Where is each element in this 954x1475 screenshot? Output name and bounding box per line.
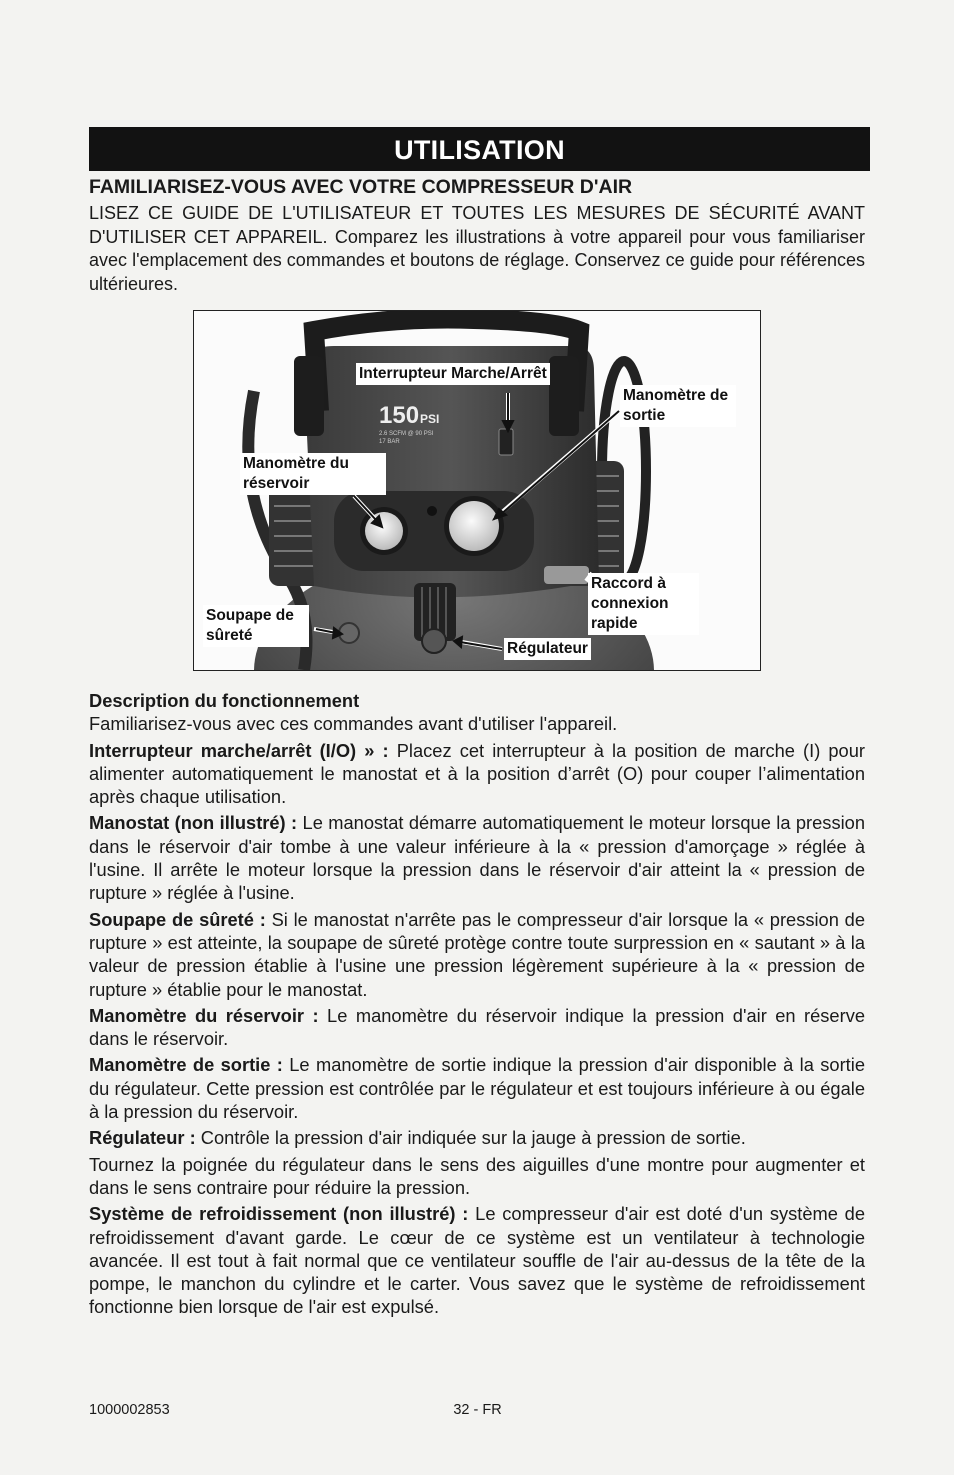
description-term: Soupape de sûreté : [89, 908, 266, 930]
description-text: Le manomètre de sortie indique la pression d'air disponible à la sortie du régulateur. Cette pression est contrôlée par le régulateur et est toujours inférieure à ou égale à la pression du réservoir. [89, 1054, 865, 1123]
section-title-banner: UTILISATION [89, 127, 870, 171]
description-item [89, 1004, 865, 1051]
callout-outlet-gauge [620, 385, 736, 427]
power-switch [499, 429, 513, 455]
description-term: Régulateur : [89, 1127, 196, 1149]
svg-text:2.6 SCFM @ 90 PSI: 2.6 SCFM @ 90 PSI [379, 431, 434, 437]
description-item [89, 1202, 865, 1318]
callout-tank-gauge [240, 453, 386, 495]
description-item [89, 739, 865, 809]
callout-outlet-gauge-text: Manomètre de sortie [623, 387, 729, 424]
outlet-gauge [449, 501, 499, 551]
callout-switch: Interrupteur Marche/Arrêt [356, 363, 550, 385]
callout-regulator: Régulateur [504, 638, 591, 660]
intro-paragraph: LISEZ CE GUIDE DE L'UTILISATEUR ET TOUTES LES MESURES DE SÉCURITÉ AVANT D'UTILISER CET APPAREIL. Comparez les illustrations à votre appareil pour vous familiariser avec l'emplacement des commandes et boutons de réglage. Conservez ce guide pour références ultérieures. [89, 203, 865, 294]
description-item [89, 908, 865, 1001]
description-text: Le manomètre du réservoir indique la pression d'air en réserve dans le réservoir. [89, 1004, 865, 1050]
callout-coupler [588, 573, 699, 635]
description-term: Manomètre du réservoir : [89, 1004, 319, 1026]
callout-tank-gauge-text: Manomètre du réservoir [243, 455, 349, 492]
callout-safety-valve-text: Soupape de sûreté [206, 607, 294, 644]
description-item [89, 811, 865, 904]
footer-page-number: 32 - FR [453, 1402, 502, 1418]
description-heading: Description du fonctionnement [89, 690, 360, 711]
description-text: Contrôle la pression d'air indiquée sur la jauge à pression de sortie. [195, 1127, 746, 1149]
description-term: Système de refroidissement (non illustré) : [89, 1203, 469, 1225]
description-intro: Familiarisez-vous avec ces commandes avant d'utiliser l'appareil. [89, 713, 618, 735]
svg-text:150: 150 [379, 402, 420, 429]
svg-text:17 BAR: 17 BAR [379, 439, 400, 445]
description-item [89, 1126, 865, 1149]
compressor-illustration [193, 310, 761, 671]
description-text: Le manostat démarre automatiquement le moteur lorsque la pression dans le réservoir d'air tombe à une valeur inférieure à la « pression d'amorçage » réglée à l'usine. Il arrête le moteur lorsque la pression dans le réservoir d'air atteint la « pression de rupture » réglée à l'usine. [89, 812, 865, 904]
callout-coupler-text: Raccord à connexion rapide [591, 575, 669, 632]
description-term: Interrupteur marche/arrêt (I/O) » : [89, 739, 389, 761]
section-subtitle: FAMILIARISEZ-VOUS AVEC VOTRE COMPRESSEUR D'AIR [89, 176, 633, 198]
svg-text:PSI: PSI [420, 412, 440, 426]
description-text: Placez cet interrupteur à la position de marche (I) pour alimenter automatiquement le manostat et à la position d’arrêt (O) pour couper l’alimentation après chaque utilisation. [89, 739, 865, 808]
description-text: Si le manostat n'arrête pas le compresseur d'air lorsque la « pression de rupture » est atteinte, la soupape de sûreté protège contre toute surpression en « sautant » à la valeur de pression établie à l'usine une pression légèrement supérieure à la « pression de rupture » établie pour le manostat. [89, 908, 865, 1000]
quick-coupler [544, 566, 589, 584]
description-section [89, 689, 865, 1322]
description-text: Tournez la poignée du régulateur dans le sens des aiguilles d'une montre pour augmenter et dans le sens contraire pour réduire la pression. [89, 1153, 865, 1198]
callout-safety-valve [203, 605, 309, 647]
tank-gauge [365, 512, 403, 550]
description-item [89, 1053, 865, 1123]
description-text: Le compresseur d'air est doté d'un système de refroidissement d'avant garde. Le cœur de ce système est un ventilateur à technologie avancée. Il est tout à fait normal que ce ventilateur souffle de l'air au-dessus de la tête de la pompe, le manchon du cylindre et le carter. Vous savez que le système de refroidissement fonctionne bien lorsque de l'air est expulsé. [89, 1203, 866, 1318]
description-term: Manostat (non illustré) : [89, 812, 298, 834]
description-term: Manomètre de sortie : [89, 1054, 283, 1076]
footer-part-number: 1000002853 [89, 1402, 170, 1418]
description-item [89, 1153, 865, 1200]
